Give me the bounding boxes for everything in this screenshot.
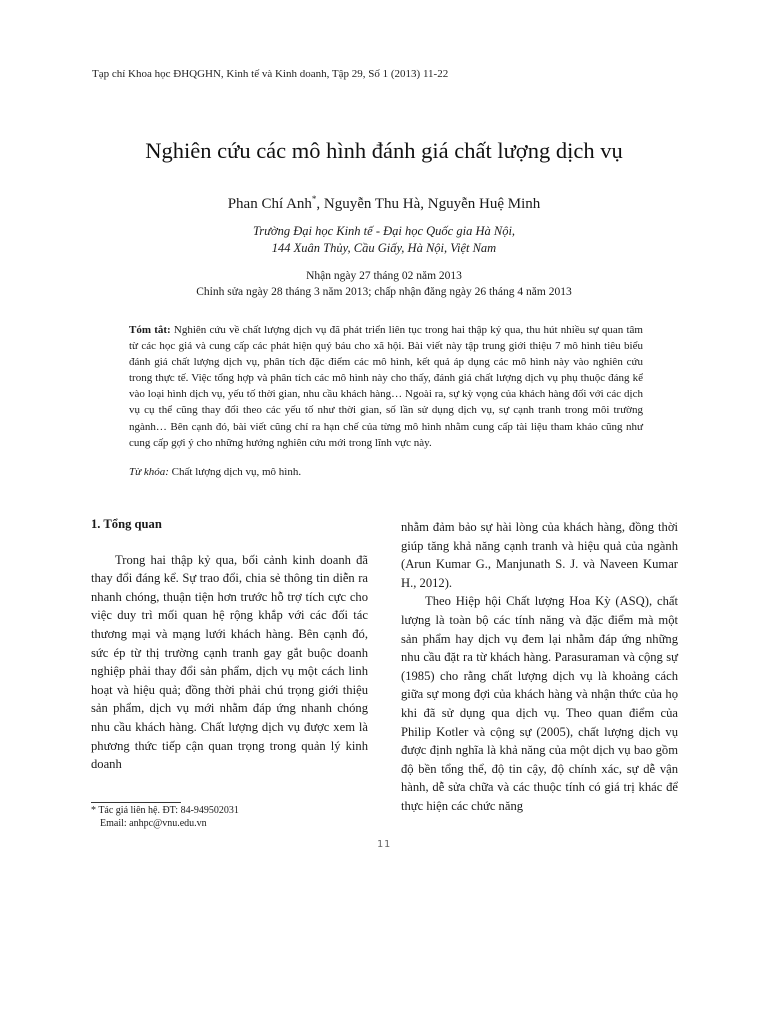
corresponding-mark: * (311, 194, 317, 204)
body-paragraph: Trong hai thập kỷ qua, bối cảnh kinh doanh đã thay đổi đáng kể. Sự trao đổi, chia sẻ thông tin diễn ra nhanh chóng, thuận tiện hơn trước hỗ trợ tích cực cho việc duy trì mối quan hệ rộng khắp với các đối tác thương mại và mạng lưới khách hàng. Bên cạnh đó, sức ép từ thị trường cạnh tranh gay gắt buộc doanh nghiệp phải thay đổi sản phẩm, dịch vụ một cách linh hoạt và hiệu quả; đồng thời phải chú trọng giới thiệu sản phẩm, dịch vụ mới nhằm đáp ứng nhanh chóng nhu cầu khách hàng. Chất lượng dịch vụ được xem là phương thức tiếp cận quan trọng trong quản lý kinh doanh (91, 552, 368, 772)
affiliation-line-2: 144 Xuân Thủy, Cầu Giấy, Hà Nội, Việt Nam (271, 241, 497, 255)
body-paragraph-continued: nhằm đảm bảo sự hài lòng của khách hàng, đồng thời giúp tăng khả năng cạnh tranh và hiệu quả của ngành (Arun Kumar G., Manjunath S. J. và Naveen Kumar H., 2012). (401, 520, 678, 590)
journal-header: Tạp chí Khoa học ĐHQGHN, Kinh tế và Kinh doanh, Tập 29, Số 1 (2013) 11-22 (92, 68, 449, 80)
received-date: Nhận ngày 27 tháng 02 năm 2013 (306, 270, 462, 282)
dates (0, 268, 768, 300)
keywords (129, 466, 643, 478)
section-heading: 1. Tổng quan (91, 517, 162, 531)
keywords-label: Từ khóa: (129, 466, 169, 478)
left-column (91, 515, 368, 774)
footnote-email: Email: anhpc@vnu.edu.vn (100, 818, 207, 829)
body-paragraph: Theo Hiệp hội Chất lượng Hoa Kỳ (ASQ), chất lượng là toàn bộ các tính năng và đặc điểm mà một sản phẩm hay dịch vụ đem lại nhằm đáp ứng những nhu cầu đặt ra từ khách hàng. Parasuraman và cộng sự (1985) cho rằng chất lượng dịch vụ là khoảng cách giữa sự mong đợi của khách hàng và nhận thức của họ khi đã sử dụng qua dịch vụ. Theo quan điểm của Philip Kotler và cộng sự (2005), chất lượng dịch vụ được định nghĩa là khả năng của một dịch vụ bao gồm độ bền tổng thể, độ tin cậy, độ chính xác, sự dễ vận hành, dễ sửa chữa và các thuộc tính có giá trị khác để thực hiện các chức năng (401, 594, 678, 813)
keywords-text: Chất lượng dịch vụ, mô hình. (168, 466, 302, 478)
paper-title: Nghiên cứu các mô hình đánh giá chất lượng dịch vụ (145, 138, 623, 163)
author-rest: , Nguyễn Thu Hà, Nguyễn Huệ Minh (316, 196, 541, 212)
author-first: Phan Chí Anh (227, 196, 312, 212)
authors (0, 194, 768, 213)
footnote-contact: * Tác giả liên hệ. ĐT: 84-949502031 (91, 805, 239, 816)
revised-date: Chỉnh sửa ngày 28 tháng 3 năm 2013; chấp nhận đăng ngày 26 tháng 4 năm 2013 (196, 286, 572, 298)
affiliation (0, 223, 768, 257)
footnote-divider (91, 802, 181, 803)
abstract-label: Tóm tắt: (129, 324, 171, 336)
abstract (129, 322, 643, 451)
footnote (91, 804, 239, 830)
page-number: 11 (376, 839, 392, 850)
affiliation-line-1: Trường Đại học Kinh tế - Đại học Quốc gia Hà Nội, (252, 224, 516, 238)
abstract-text: Nghiên cứu về chất lượng dịch vụ đã phát triển liên tục trong hai thập kỷ qua, thu hút nhiều sự quan tâm từ các học giả và cung cấp các phát hiện quý báu cho xã hội. Bài viết này tập trung giới thiệu 7 mô hình tiêu biểu đánh giá chất lượng dịch vụ, phân tích đặc điểm các mô hình, kết quả áp dụng các mô hình này vào nghiên cứu trong thực tế. Việc tổng hợp và phân tích các mô hình này cho thấy, đánh giá chất lượng dịch vụ phụ thuộc đáng kể vào loại hình dịch vụ, yếu tố thời gian, nhu cầu khách hàng… Ngoài ra, sự kỳ vọng của khách hàng đối với các dịch vụ cụ thể cũng thay đổi theo các yếu tố như thời gian, số lần sử dụng dịch vụ, sự cạnh tranh trong môi trường ngành… Bên cạnh đó, bài viết cũng chỉ ra hạn chế của từng mô hình nhằm cung cấp tài liệu tham khảo cũng như cung cấp gợi ý cho những hướng nghiên cứu mới trong lĩnh vực này. (129, 324, 643, 449)
right-column (401, 518, 678, 816)
